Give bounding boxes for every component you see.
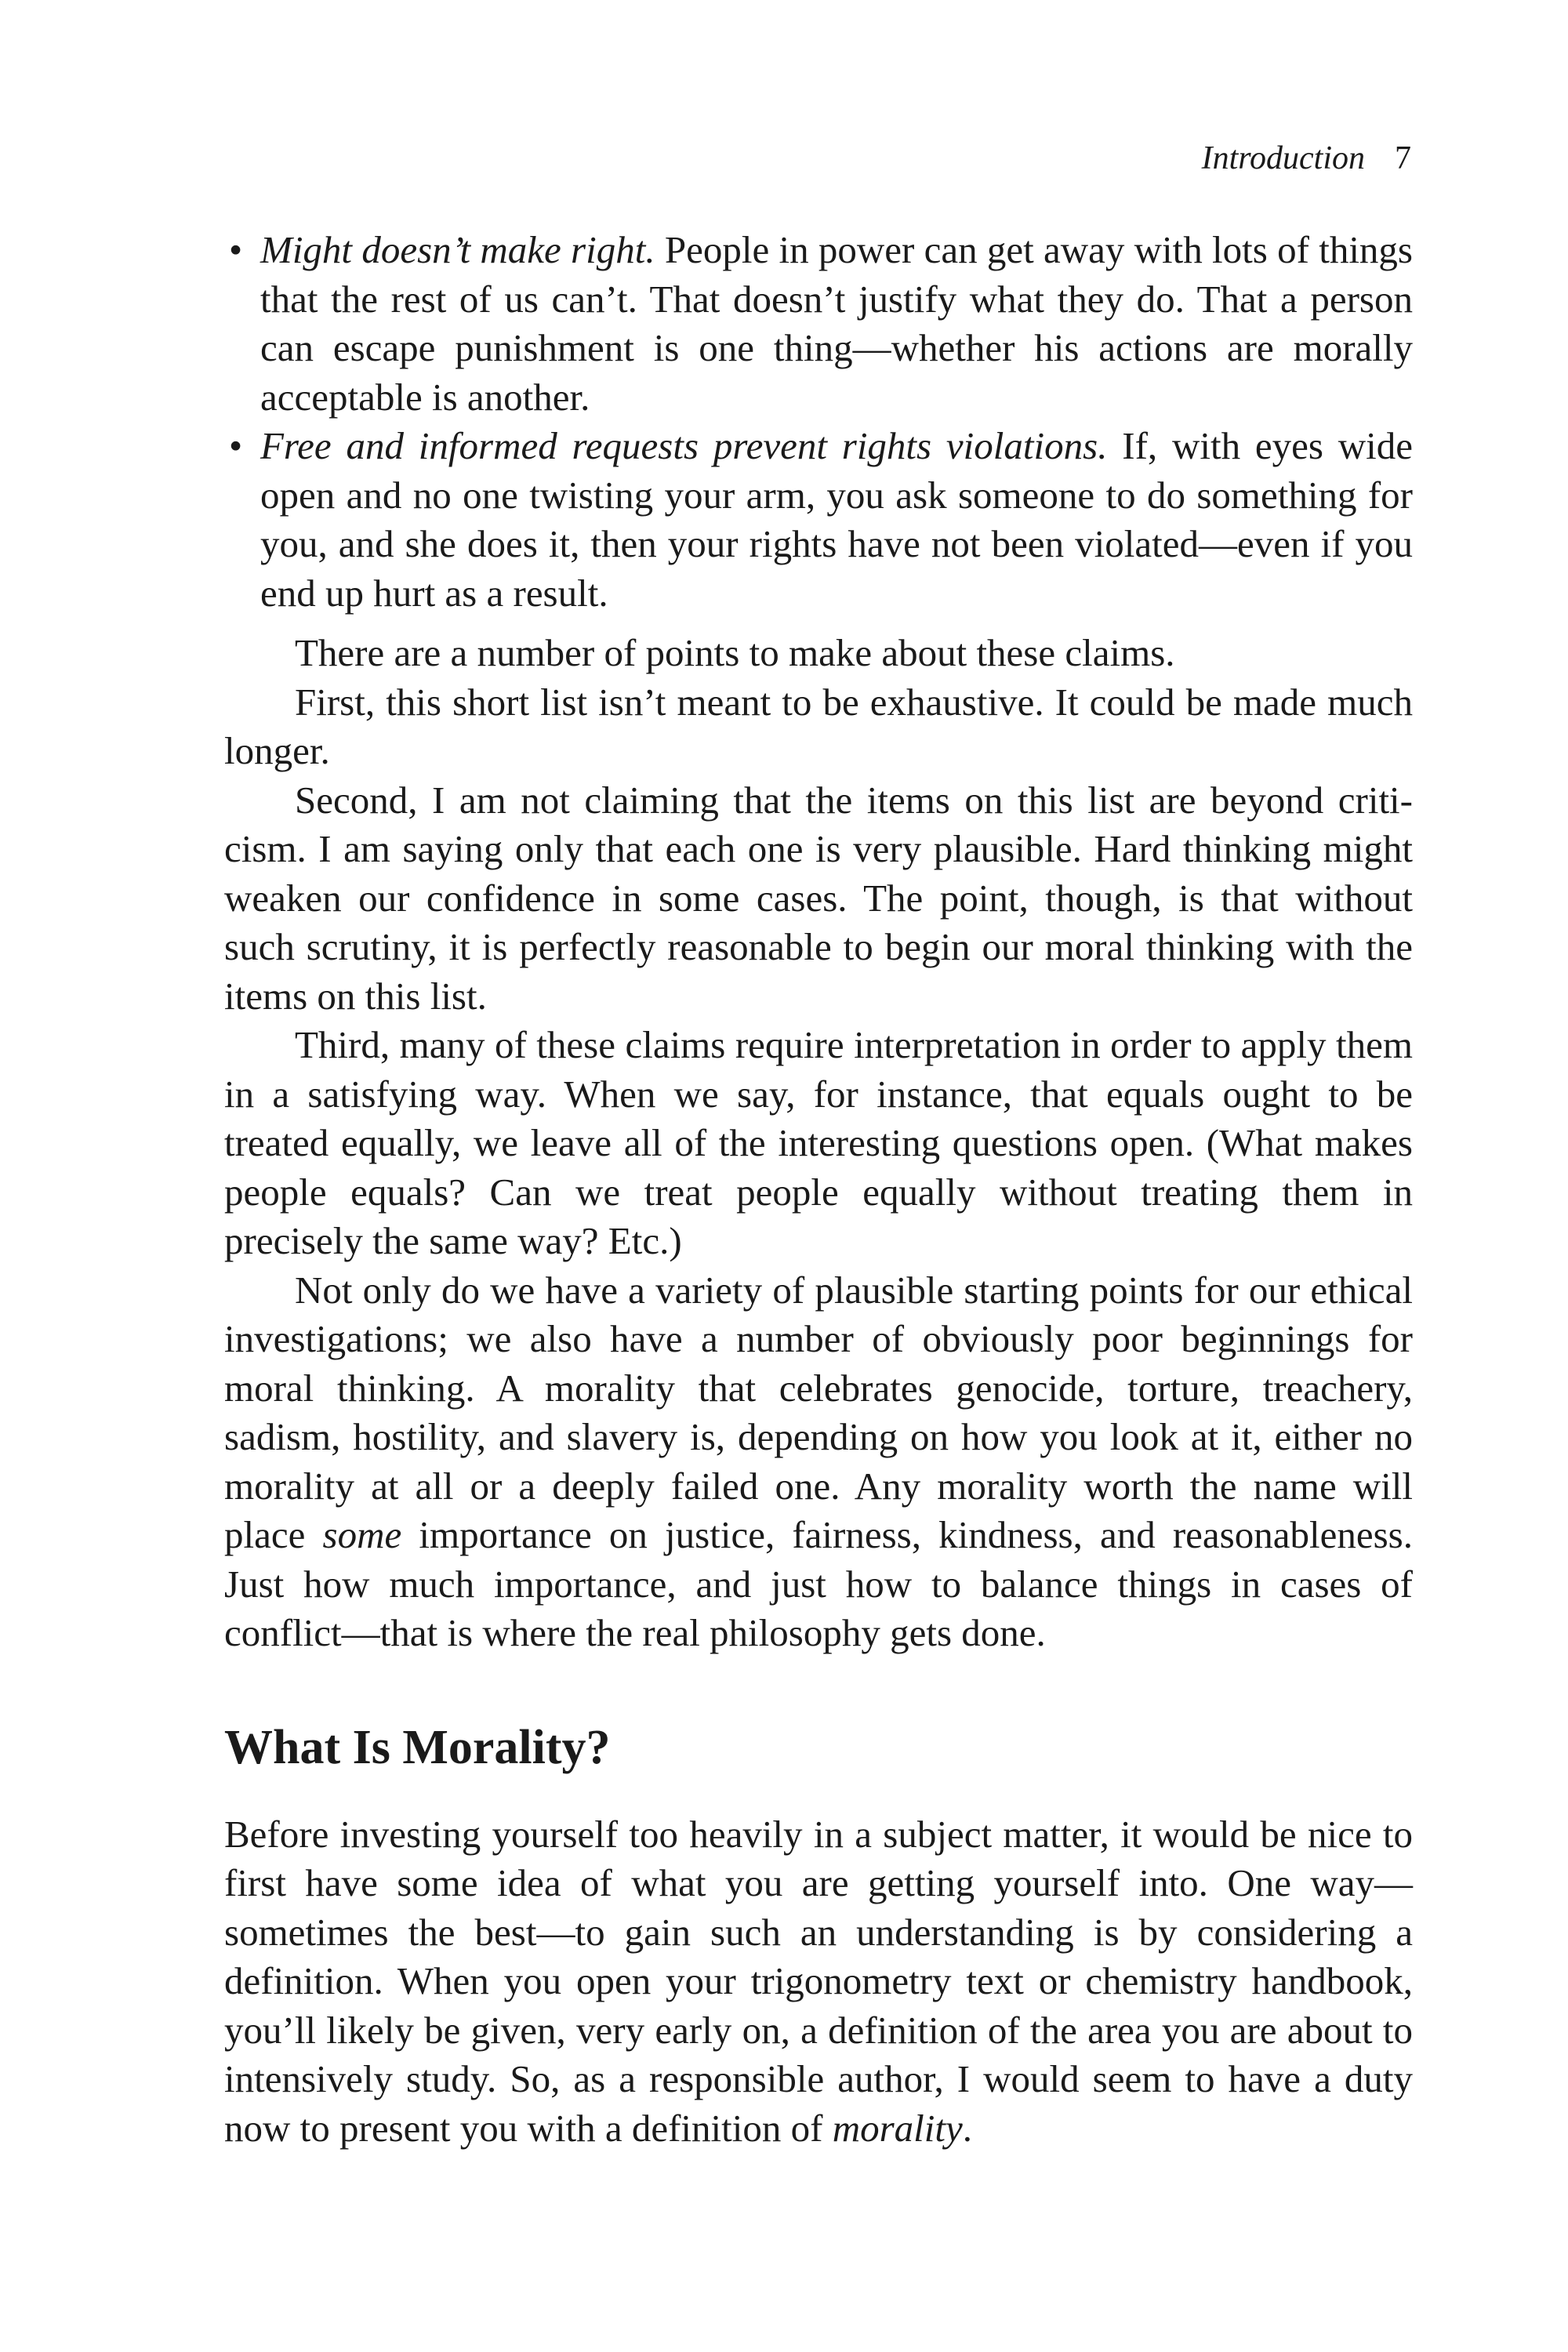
bullet-text: People in power can get away with lots of things that the rest of us can’t. That doesn’t justify what they do. That a person can escape punishment is one thing—whether his actions are morally acceptable is another. — [260, 228, 1413, 419]
running-head-title: Introduction — [1201, 140, 1365, 176]
paragraph: Third, many of these claims require interpretation in order to apply them in a satisfying way. When we say, for instance, that equals ought to be treated equally, we leave all of the interesting questions open. (What makes people equals? Can we treat people equally without treating them in precisely the same way? Etc.) — [224, 1023, 1413, 1262]
list-item — [168, 422, 1413, 618]
emphasis-text: morality — [832, 2106, 963, 2150]
emphasis-text: some — [322, 1513, 402, 1556]
bullet-icon: • — [229, 424, 243, 467]
paragraph — [224, 1810, 1413, 2154]
paragraph-text: . — [962, 2106, 972, 2150]
running-head — [1202, 135, 1411, 182]
bullet-lead: Free and informed requests prevent rights violations. — [260, 424, 1108, 467]
bullet-list — [224, 226, 1413, 618]
section-heading: What Is Morality? — [224, 1720, 611, 1774]
bullet-icon: • — [229, 228, 243, 271]
paragraph-text: importance on justice, fairness, kindness, and reasonableness. Just how much importance, and just how to balance things in cases of conflict—that is where the real philosophy gets done. — [224, 1513, 1413, 1654]
paragraph: First, this short list isn’t meant to be exhaustive. It could be made much longer. — [224, 680, 1413, 772]
paragraph-text: Before investing yourself too heavily in a subject matter, it would be nice to first have some idea of what you are getting yourself into. One way—sometimes the best—to gain such an understanding is by considering a definition. When you open your trigonometry text or chemistry handbook, you’ll likely be given, very early on, a definition of the area you are about to intensively study. So, as a responsible author, I would seem to have a duty now to present you with a definition of — [224, 1812, 1413, 2150]
bullet-lead: Might doesn’t make right. — [260, 228, 655, 271]
paragraph-text: Not only do we have a variety of plausible starting points for our ethical investigations; we also have a number of obviously poor beginnings for moral thinking. A morality that celebrates genocide, torture, treachery, sadism, hostility, and slavery is, depending on how you look at it, either no morality at all or a deeply failed one. Any morality worth the name will place — [224, 1268, 1413, 1556]
body-text — [224, 226, 1413, 2153]
paragraph: Second, I am not claiming that the items on this list are beyond criticism. I am saying only that each one is very plausible. Hard thinking might weaken our confidence in some cases. The point, though, is that without such scrutiny, it is perfectly reasonable to begin our moral thinking with the items on this list. — [224, 778, 1413, 1018]
bullet-text: If, with eyes wide open and no one twisting your arm, you ask someone to do something for you, and she does it, then your rights have not been violated—even if you end up hurt as a result. — [260, 424, 1413, 615]
paragraph — [224, 1266, 1413, 1658]
page-number: 7 — [1395, 140, 1411, 176]
list-item — [168, 226, 1413, 422]
paragraph: There are a number of points to make about these claims. — [295, 631, 1175, 674]
